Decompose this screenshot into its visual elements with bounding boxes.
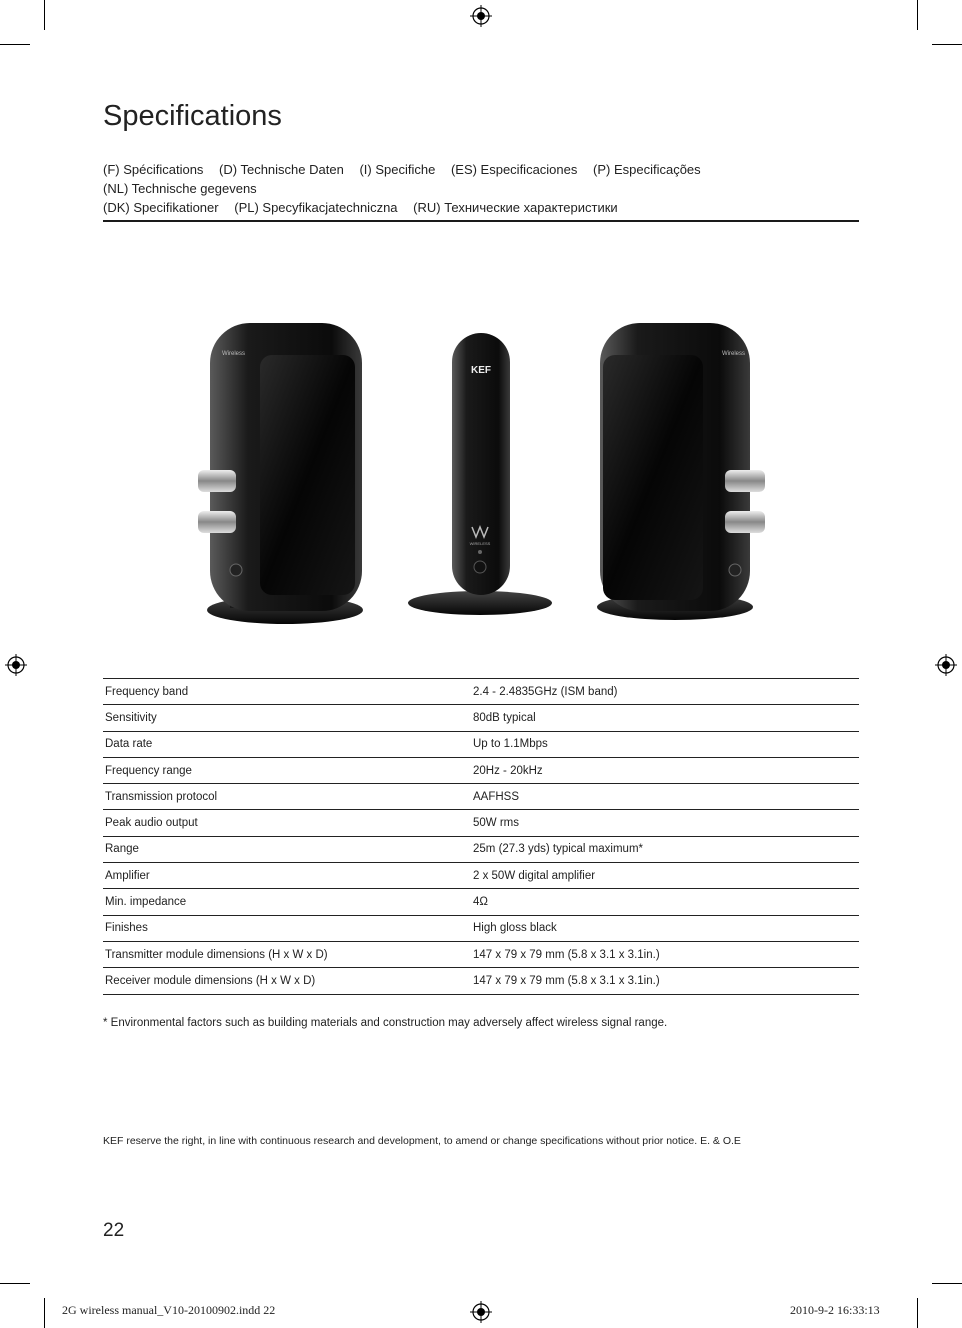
registration-mark-icon — [470, 5, 492, 27]
crop-mark — [0, 1283, 30, 1284]
spec-label: Data rate — [103, 731, 471, 757]
disclaimer: KEF reserve the right, in line with continuous research and development, to amend or change specifications without prior notice. E. & O.E — [103, 1135, 741, 1147]
language-item: (ES) Especificaciones — [450, 162, 578, 177]
table-row — [103, 889, 859, 915]
registration-mark-icon — [5, 654, 27, 676]
table-row — [103, 968, 859, 994]
table-row — [103, 731, 859, 757]
page-title: Specifications — [103, 100, 282, 132]
registration-mark-icon — [935, 654, 957, 676]
side-label-left: Wireless — [222, 351, 246, 357]
spec-value: 147 x 79 x 79 mm (5.8 x 3.1 x 3.1in.) — [471, 968, 859, 994]
language-list — [103, 160, 863, 217]
language-item: (NL) Technische gegevens — [103, 181, 257, 196]
spec-label: Peak audio output — [103, 810, 471, 836]
table-row — [103, 784, 859, 810]
print-slug-file: 2G wireless manual_V10-20100902.indd 22 — [62, 1303, 276, 1317]
spec-value: 2 x 50W digital amplifier — [471, 863, 859, 889]
language-item: (RU) Технические характеристики — [413, 200, 618, 215]
table-row — [103, 705, 859, 731]
transmitter-front-view — [408, 333, 552, 615]
spec-label: Frequency band — [103, 679, 471, 705]
spec-label: Range — [103, 836, 471, 862]
spec-value: 25m (27.3 yds) typical maximum* — [471, 836, 859, 862]
table-row — [103, 941, 859, 967]
receiver-right-view — [597, 323, 765, 620]
spec-value: 50W rms — [471, 810, 859, 836]
crop-mark — [0, 44, 30, 45]
spec-value: 147 x 79 x 79 mm (5.8 x 3.1 x 3.1in.) — [471, 941, 859, 967]
language-item: (D) Technische Daten — [219, 162, 344, 177]
table-row — [103, 810, 859, 836]
kef-logo: KEF — [471, 365, 491, 376]
spec-label: Finishes — [103, 915, 471, 941]
footnote: * Environmental factors such as building materials and construction may adversely affect wireless signal range. — [103, 1017, 668, 1029]
print-slug-timestamp: 2010-9-2 16:33:13 — [790, 1303, 880, 1317]
language-item: (F) Spécifications — [103, 162, 204, 177]
spec-label: Min. impedance — [103, 889, 471, 915]
spec-value: 4Ω — [471, 889, 859, 915]
specifications-table — [103, 678, 859, 995]
crop-mark — [917, 0, 918, 30]
table-row — [103, 836, 859, 862]
page-number: 22 — [103, 1220, 125, 1241]
brand-mark-text: WIRELESS — [469, 541, 491, 546]
spec-label: Transmitter module dimensions (H x W x D) — [103, 941, 471, 967]
language-item: (P) Especificações — [593, 162, 701, 177]
spec-value: 20Hz - 20kHz — [471, 757, 859, 783]
product-image — [190, 315, 770, 635]
crop-mark — [917, 1298, 918, 1328]
language-item: (DK) Specifikationer — [103, 200, 219, 215]
crop-mark — [44, 0, 45, 30]
spec-value: 2.4 - 2.4835GHz (ISM band) — [471, 679, 859, 705]
table-row — [103, 679, 859, 705]
spec-label: Frequency range — [103, 757, 471, 783]
language-item: (PL) Specyfikacjatechniczna — [234, 200, 398, 215]
spec-value: AAFHSS — [471, 784, 859, 810]
spec-label: Sensitivity — [103, 705, 471, 731]
spec-label: Receiver module dimensions (H x W x D) — [103, 968, 471, 994]
table-row — [103, 863, 859, 889]
table-row — [103, 757, 859, 783]
transmitter-left-view — [198, 323, 363, 624]
spec-value: 80dB typical — [471, 705, 859, 731]
side-label-right: Wireless — [722, 351, 746, 357]
crop-mark — [932, 44, 962, 45]
header-divider — [103, 220, 859, 222]
crop-mark — [44, 1298, 45, 1328]
spec-label: Transmission protocol — [103, 784, 471, 810]
spec-value: High gloss black — [471, 915, 859, 941]
registration-mark-icon — [470, 1301, 492, 1323]
spec-label: Amplifier — [103, 863, 471, 889]
language-item: (I) Specifiche — [359, 162, 436, 177]
spec-value: Up to 1.1Mbps — [471, 731, 859, 757]
table-row — [103, 915, 859, 941]
crop-mark — [932, 1283, 962, 1284]
